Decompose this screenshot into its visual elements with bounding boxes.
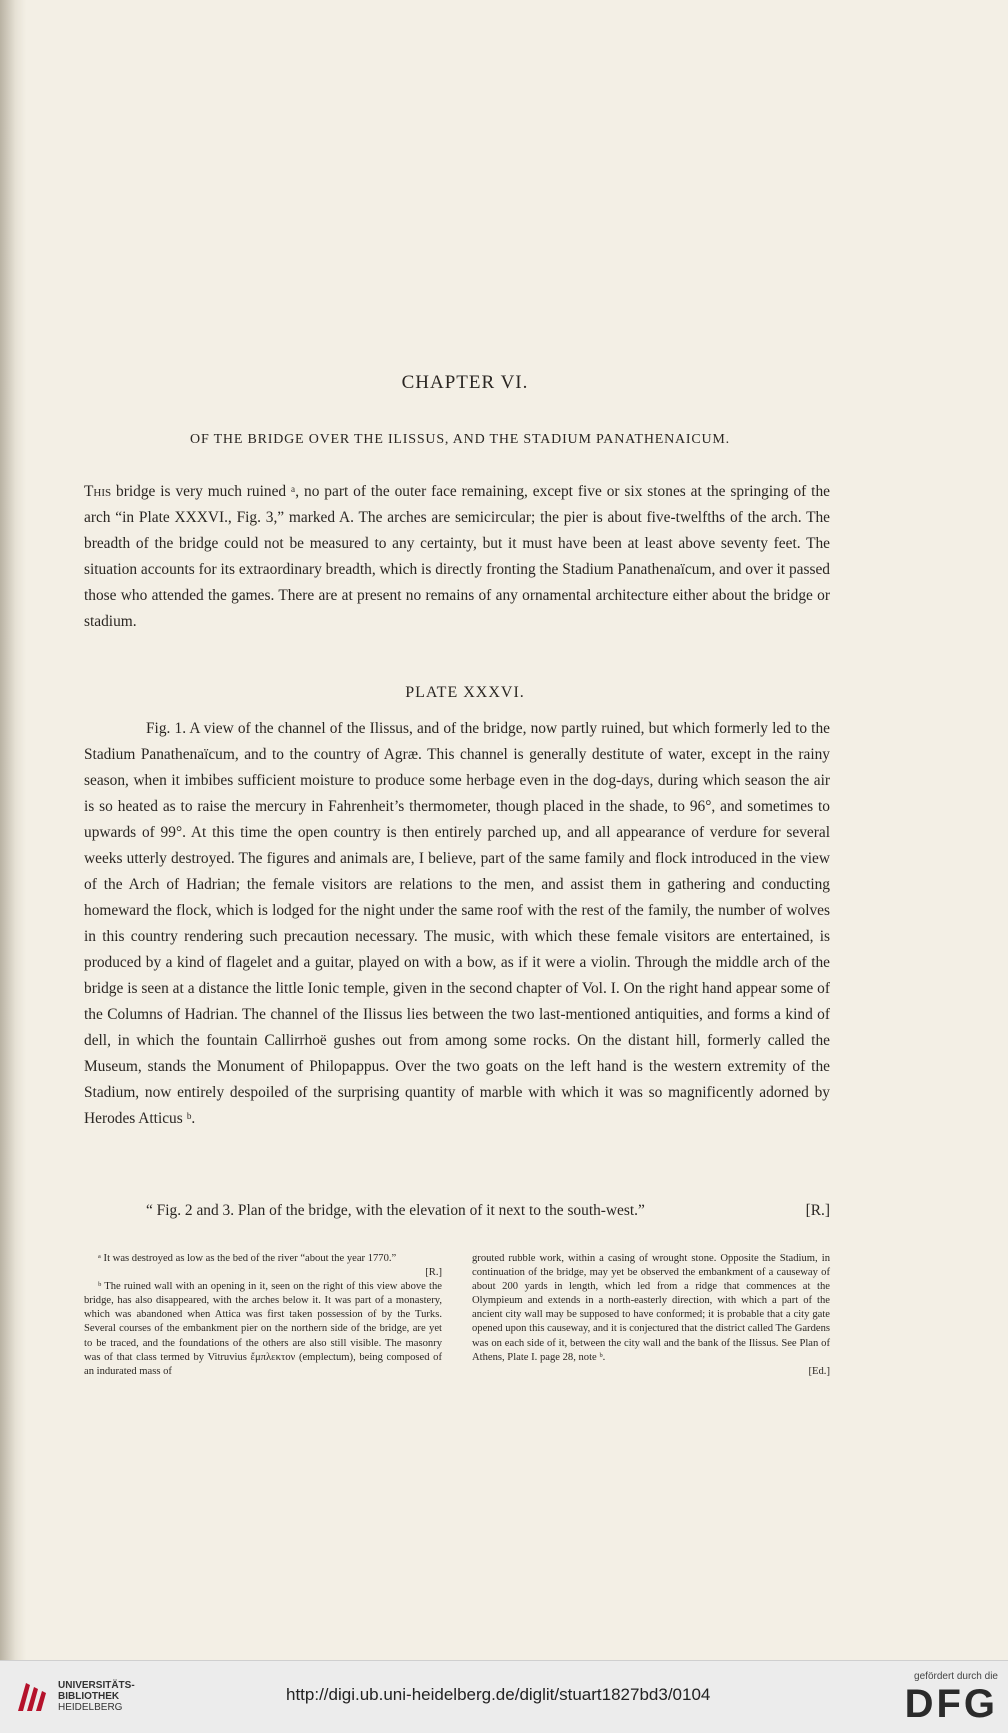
footnote-b-marker: [Ed.] [808, 1365, 830, 1377]
footnote-column-left [84, 1252, 442, 1379]
chapter-title: CHAPTER VI. [401, 372, 529, 393]
plate-title: PLATE XXXVI. [405, 684, 525, 701]
footnotes [84, 1252, 830, 1379]
footnote-column-right [472, 1252, 830, 1379]
sponsor-label: gefördert durch die [914, 1671, 998, 1682]
fig23-paragraph [84, 1198, 830, 1224]
intro-paragraph [84, 479, 830, 635]
footnote-a-marker: [R.] [425, 1267, 442, 1279]
dfg-logo: DFG [904, 1682, 998, 1726]
library-name-line2: BIBLIOTHEK [58, 1691, 120, 1702]
sponsor [905, 1671, 998, 1726]
fig1-paragraph: Fig. 1. A view of the channel of the Ilissus, and of the bridge, now partly ruined, but which formerly led to the Stadium Panathenaïcum, and to the country of Agræ. This channel is generally destitute of water, except in the rainy season, when it imbibes sufficient moisture to produce some herbage even in the dog-days, during which season the air is so heated as to raise the mercury in Fahrenheit’s thermometer, though placed in the shade, to 96°, and sometimes to upwards of 99°. At this time the open country is then entirely parched up, and all appearance of verdure for several weeks utterly destroyed. The figures and animals are, I believe, part of the same family and flock introduced in the view of the Arch of Hadrian; the female visitors are relations to the men, and assist them in gathering and conducting homeward the flock, which is lodged for the night under the same roof with the rest of the family, the number of wolves in this country rendering such precaution necessary. The music, with which these female visitors are entertained, is produced by a kind of flagelet and a guitar, played on with a bow, as if it were a violin. Through the middle arch of the bridge is seen at a distance the little Ionic temple, given in the second chapter of Vol. I. On the right hand appear some of the Columns of Hadrian. The channel of the Ilissus lies between the two last-mentioned antiquities, and forms a kind of dell, in which the fountain Callirrhoë gushes out from among some rocks. On the distant hill, formerly called the Museum, stands the Monument of Philopappus. Over the two goats on the left hand is the western extremity of the Stadium, now entirely despoiled of the surprising quantity of marble with which it was so magnificently adorned by Herodes Atticus ᵇ. [84, 720, 830, 1127]
footnote-a: ᵃ It was destroyed as low as the bed of the river “about the year 1770.” [98, 1253, 397, 1264]
intro-text: bridge is very much ruined ᵃ, no part of the outer face remaining, except five or six stones at the springing of the arch “in Plate XXXVI., Fig. 3,” marked A. The arches are semicircular; the pier is about five-twelfths of the arch. The breadth of the bridge could not be measured to any certainty, but it must have been at least above seventy feet. The situation accounts for its extraordinary breadth, which is directly fronting the Stadium Panathenaïcum, and over it passed those who attended the games. There are at present no remains of any ornamental architecture either about the bridge or stadium. [84, 483, 830, 630]
library-name [58, 1680, 135, 1713]
footnote-b-left: ᵇ The ruined wall with an opening in it, seen on the right of this view above the bridge, has also disappeared, with the arches below it. It was part of a monastery, which was abandoned when Attica was first taken possession of by the Turks. Several courses of the embankment pier on the northern side of the bridge, are yet to be traced, and the foundations of the others are also still visible. The masonry was of that class termed by Vitruvius ἔμπλεκτον (emplectum), being composed of an indurated mass of [84, 1281, 442, 1377]
library-logo-icon [12, 1677, 52, 1717]
intro-lead: This [84, 483, 112, 500]
fig23-text: “ Fig. 2 and 3. Plan of the bridge, with the elevation of it next to the south-west.” [146, 1202, 645, 1219]
footer-bar [0, 1660, 1008, 1733]
source-url-link[interactable]: http://digi.ub.uni-heidelberg.de/diglit/stuart1827bd3/0104 [286, 1685, 711, 1704]
footnote-b-right: grouted rubble work, within a casing of wrought stone. Opposite the Stadium, in continuation of the bridge, may yet be observed the embankment of a causeway of about 200 yards in length, which led from a ridge that commences at the Olympieum and extends in a north-easterly direction, with which a part of the ancient city wall may be supposed to have conformed; it is probable that a city gate opened upon this causeway, and it is conjectured that the district called The Gardens was on each side of it, between the city wall and the bank of the Ilissus. See Plan of Athens, Plate I. page 28, note ᵇ. [472, 1253, 830, 1363]
section-title: OF THE BRIDGE OVER THE ILISSUS, AND THE STADIUM PANATHENAICUM. [190, 432, 730, 447]
library-name-line3: HEIDELBERG [58, 1702, 123, 1713]
fig23-marker: [R.] [805, 1202, 830, 1219]
library-name-line1: UNIVERSITÄTS- [58, 1680, 135, 1691]
